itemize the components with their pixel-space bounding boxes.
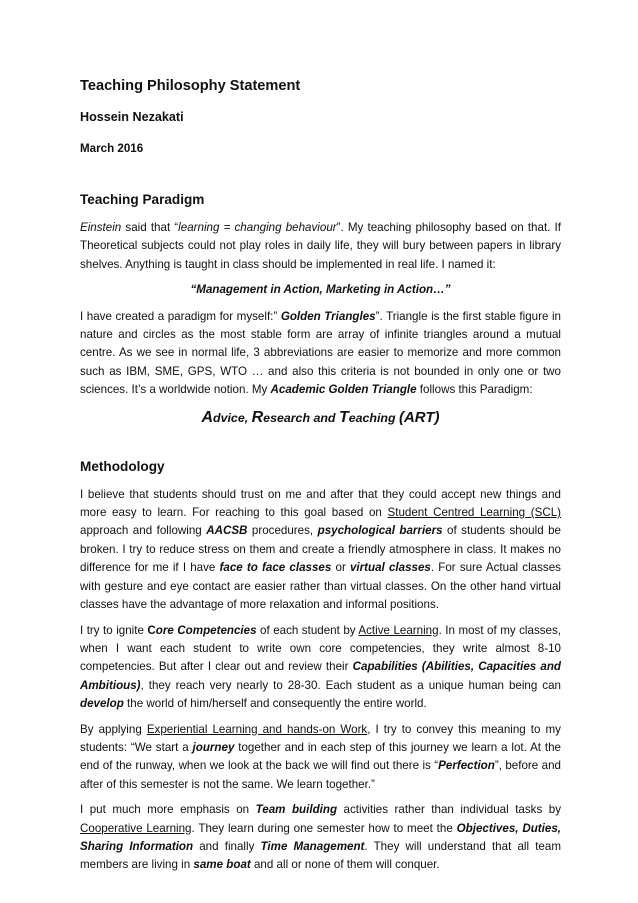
section-heading-methodology: Methodology: [80, 458, 165, 474]
methodology-paragraph-4: [80, 801, 561, 875]
text-run: face to face classes: [219, 561, 332, 575]
text-run: ”. Triangle is the first stable figure in nature and circles as the most stable form are array of infinite triangles around a mutual centre. As we see in normal life, 3 abbreviations are easier to memorize and more common such as IBM, SME, GPS, WTO … and also this criteria is not bounded in only one or two sciences. It’s a worldwide notion. My: [80, 309, 561, 397]
methodology-paragraph-3: [80, 721, 561, 795]
text-run: , I try to convey this meaning to my students: “We start a: [80, 722, 561, 754]
text-run: A: [201, 408, 214, 426]
text-run: said that “: [121, 221, 179, 234]
text-run: Time Management: [260, 839, 365, 853]
text-run: ”, before and after of this semester is not the same. We learn together.”: [80, 759, 561, 791]
text-run: (ART): [398, 408, 440, 426]
text-run: follows this Paradigm:: [416, 383, 533, 397]
text-run: and finally: [193, 839, 261, 853]
text-run: Cooperative Learning: [80, 821, 192, 835]
text-run: same boat: [193, 858, 251, 872]
text-run: dvice,: [213, 410, 252, 425]
paradigm-quote: “Management in Action, Marketing in Action…”: [190, 283, 451, 297]
text-run: By applying: [80, 722, 147, 736]
author-name: Hossein Nezakati: [80, 110, 184, 124]
text-run: ore Competencies: [155, 623, 257, 637]
text-run: R: [251, 408, 264, 426]
text-run: Golden Triangles: [280, 309, 376, 323]
text-run: Team building: [255, 803, 338, 817]
section-heading-teaching-paradigm: Teaching Paradigm: [80, 192, 205, 207]
text-run: I believe that students should trust on me and after that they could accept new things and more easy to learn. For reaching to this goal based on: [80, 487, 561, 520]
text-run: Active Learning: [358, 623, 439, 637]
methodology-paragraph-1: [80, 486, 561, 615]
text-run: esearch and: [263, 410, 339, 425]
text-run: AACSB: [206, 524, 248, 538]
text-run: . They learn during one semester how to meet the: [191, 821, 457, 835]
methodology-paragraph-2: [80, 622, 561, 714]
paradigm-paragraph-1: [80, 219, 561, 274]
text-run: the world of him/herself and consequently the entire world.: [123, 697, 427, 711]
text-run: Capabilities (Abilities, Capacities and Ambitious): [80, 660, 561, 692]
paradigm-paragraph-2: [80, 308, 561, 400]
text-run: Student Centred Learning (SCL): [387, 506, 562, 520]
text-run: and all or none of them will conquer.: [250, 858, 440, 872]
text-run: develop: [80, 697, 124, 711]
text-run: . For sure Actual classes with gesture and eye contact are easier rather than virtual classes. On the other hand virtual classes have the advantage of more relaxation and informal positions.: [80, 561, 561, 612]
text-run: I have created a paradigm for myself:”: [80, 309, 281, 323]
text-run: psychological barriers: [317, 524, 443, 538]
text-run: journey: [192, 740, 235, 754]
text-run: Einstein: [80, 221, 122, 234]
document-title: Teaching Philosophy Statement: [80, 78, 301, 94]
text-run: Objectives, Duties, Sharing Information: [80, 821, 561, 853]
text-run: activities rather than individual tasks by: [337, 803, 562, 817]
text-run: Perfection: [438, 759, 495, 773]
text-run: T: [338, 408, 349, 426]
text-run: virtual classes: [349, 561, 431, 575]
text-run: C: [147, 623, 156, 637]
text-run: of students should be broken. I try to reduce stress on them and create a friendly atmosphere in class. It makes no difference for me if I have: [80, 524, 562, 575]
text-run: . They will understand that all team members are living in: [80, 839, 561, 872]
art-motto: [80, 408, 561, 428]
text-run: or: [331, 561, 350, 575]
text-run: learning = changing behaviour: [178, 221, 337, 234]
text-run: eaching: [348, 410, 399, 425]
document-date: March 2016: [80, 142, 144, 155]
text-run: approach and following: [80, 524, 207, 538]
text-run: together and in each step of this journey we learn a lot. At the end of the runway, when we look at the back we will find out there is “: [80, 740, 561, 773]
text-run: ”. My teaching philosophy based on that. If Theoretical subjects could not play roles in daily life, they will bury between papers in library shelves. Anything is taught in class should be implemented in real life. I named it:: [80, 221, 561, 271]
text-run: . In most of my classes, when I want each student to write own core competencies, they write almost 8-10 competencies. But after I clear out and review their: [80, 623, 562, 674]
text-run: procedures,: [247, 524, 318, 538]
text-run: , they reach very nearly to 28-30. Each student as a unique human being can: [140, 678, 561, 692]
text-run: Experiential Learning and hands-on Work: [146, 722, 368, 736]
text-run: Academic Golden Triangle: [270, 383, 417, 397]
text-run: I try to ignite: [80, 623, 148, 637]
text-run: I put much more emphasis on: [80, 803, 256, 817]
text-run: of each student by: [256, 623, 359, 637]
